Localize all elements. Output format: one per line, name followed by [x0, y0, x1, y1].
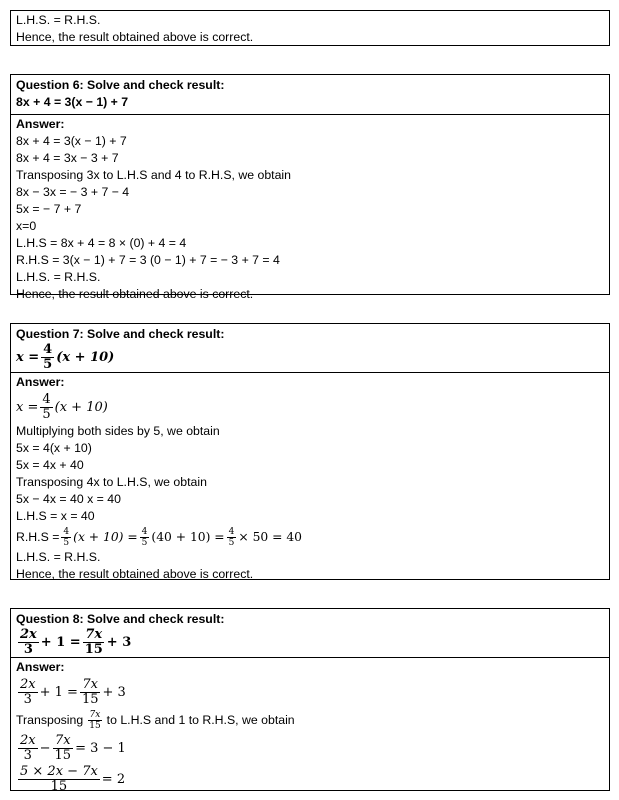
combined-line: $\frac{5 \times 2x - 7x}{15}$ = 2	[20, 763, 126, 794]
restated-equation: $\frac{2x}{3}$ + 1 = $\frac{7x}{15}$ + 3	[20, 676, 126, 707]
question-6-answer	[11, 115, 609, 305]
question-6-equation: 8x + 4 = 3(x − 1) + 7	[16, 95, 129, 109]
question-7-answer	[11, 373, 609, 585]
result-correct-text: Hence, the result obtained above is correct.	[16, 30, 254, 44]
step-line: 8x + 4 = 3(x − 1) + 7	[16, 134, 127, 148]
answer-label: Answer:	[16, 117, 65, 131]
step-line: Hence, the result obtained above is correct.	[16, 287, 254, 301]
lhs-equals-rhs: L.H.S. = R.H.S.	[16, 13, 101, 27]
rhs-check-line: R.H.S = $\frac{4}{5}$ (x + 10) = $\frac{4}{5}$ (40 + 10) = $\frac{4}{5}$ × 50 = 40	[16, 526, 302, 548]
step-line: x=0	[16, 219, 37, 233]
step-line: L.H.S. = R.H.S.	[16, 270, 101, 284]
question-7-block	[10, 323, 610, 580]
step-line: Multiplying both sides by 5, we obtain	[16, 424, 220, 438]
step-line: 5x = − 7 + 7	[16, 202, 82, 216]
previous-answer-block	[10, 10, 610, 46]
question-7-equation	[16, 343, 604, 371]
question-7-title: Question 7: Solve and check result:	[16, 327, 225, 341]
step-line: 8x + 4 = 3x − 3 + 7	[16, 151, 119, 165]
step-line: R.H.S = 3(x − 1) + 7 = 3 (0 − 1) + 7 = − 3 + 7 = 4	[16, 253, 280, 267]
step-line: 5x − 4x = 40 x = 40	[16, 492, 121, 506]
eq-lhs: x =	[16, 349, 40, 365]
transpose-line: Transposing $\frac{7x}{15}$ to L.H.S and 1 to R.H.S, we obtain	[16, 709, 295, 731]
step-line: Hence, the result obtained above is correct.	[16, 567, 254, 581]
question-8-title: Question 8: Solve and check result:	[16, 612, 225, 626]
step-line: 8x − 3x = − 3 + 7 − 4	[16, 185, 130, 199]
difference-line: $\frac{2x}{3}$ − $\frac{7x}{15}$ = 3 − 1	[20, 732, 126, 763]
question-8-equation: $\frac{2x}{3}$ + 1 = $\frac{7x}{15}$ + 3	[20, 626, 132, 657]
question-7-header	[11, 324, 609, 373]
eq-fraction: $\frac{4}{5}$	[43, 341, 53, 372]
step-line: 5x = 4x + 40	[16, 458, 84, 472]
step-line: 5x = 4(x + 10)	[16, 441, 92, 455]
step-line: L.H.S. = R.H.S.	[16, 550, 101, 564]
question-8-answer	[11, 658, 609, 796]
question-6-block	[10, 74, 610, 301]
question-8-block	[10, 608, 610, 794]
question-6-header	[11, 75, 609, 115]
step-line: Transposing 3x to L.H.S and 4 to R.H.S, we obtain	[16, 168, 292, 182]
step-line: L.H.S = x = 40	[16, 509, 95, 523]
restated-equation: x = $\frac{4}{5}$ (x + 10)	[16, 391, 108, 422]
answer-label: Answer:	[16, 375, 65, 389]
answer-label: Answer:	[16, 660, 65, 674]
question-8-header	[11, 609, 609, 658]
step-line: Transposing 4x to L.H.S, we obtain	[16, 475, 207, 489]
step-line: L.H.S = 8x + 4 = 8 × (0) + 4 = 4	[16, 236, 187, 250]
eq-rest: (x + 10)	[56, 349, 115, 365]
question-6-title: Question 6: Solve and check result:	[16, 78, 225, 92]
